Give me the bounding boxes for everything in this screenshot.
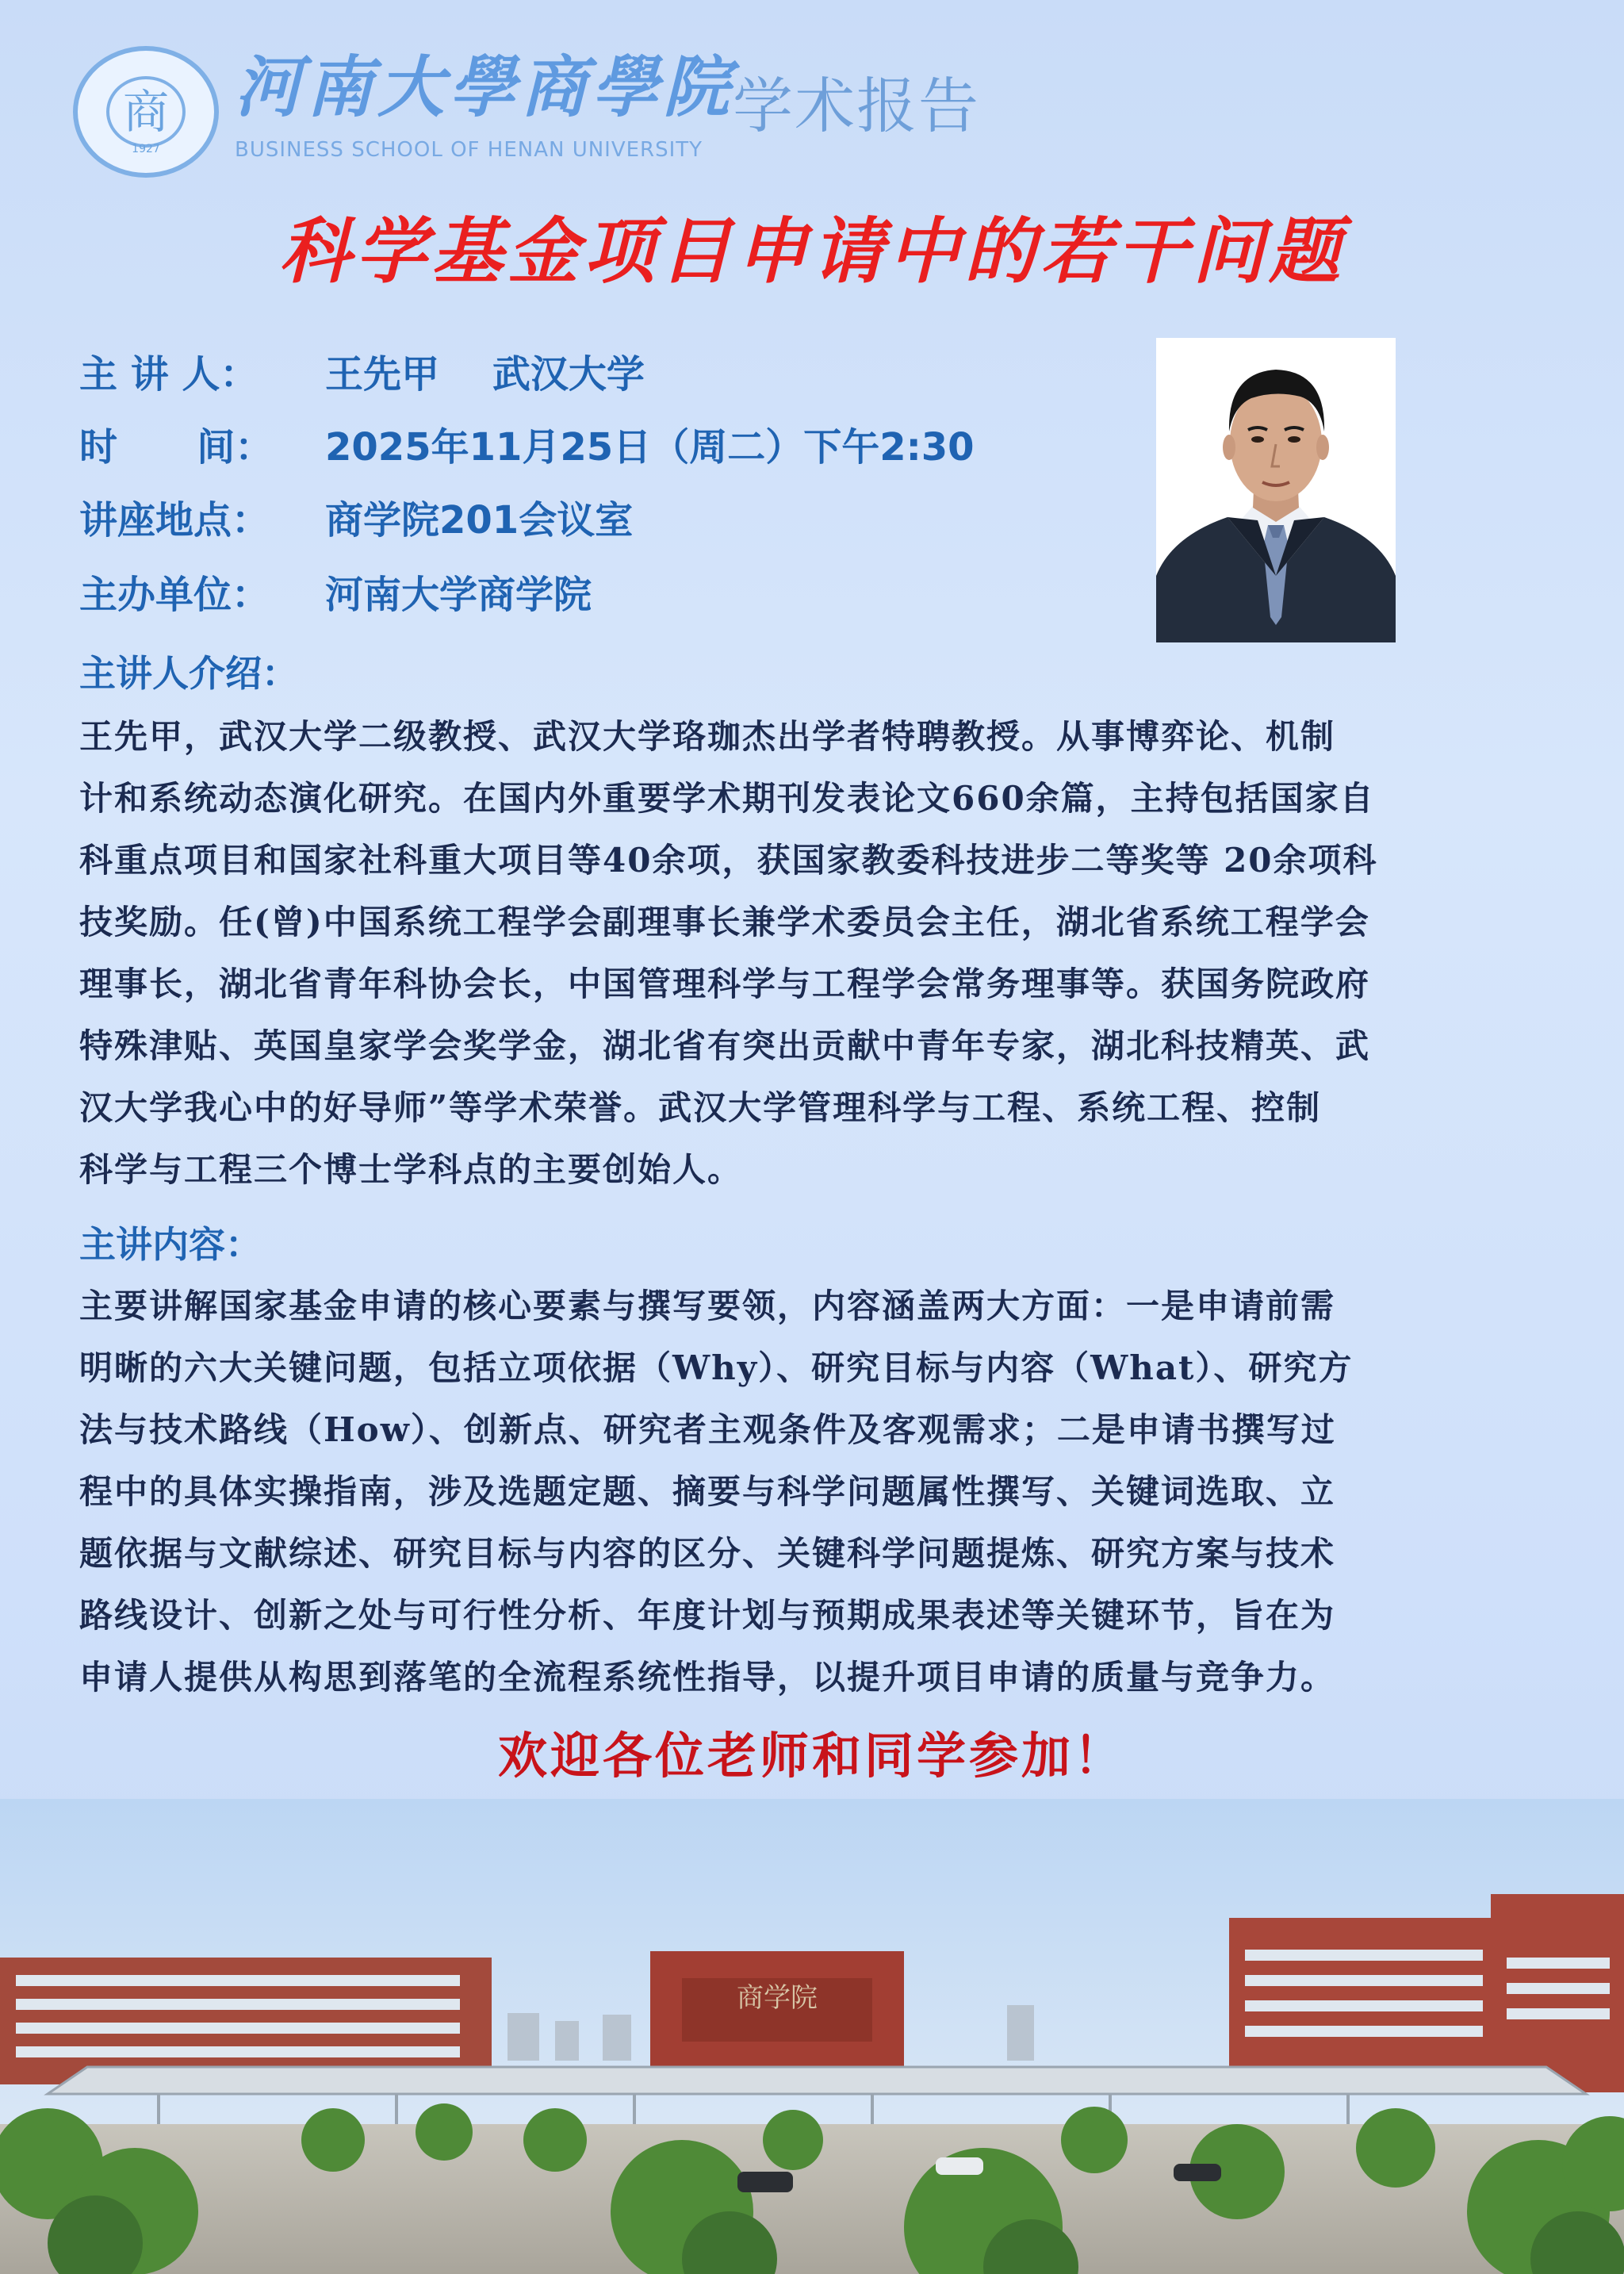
seal-inner-ring — [106, 76, 186, 148]
host-label: 主办单位： — [79, 573, 270, 617]
lecture-title: 科学基金项目申请中的若干问题 — [279, 210, 1345, 293]
bio-heading: 主讲人介绍： — [79, 652, 298, 695]
bio-line: 计和系统动态演化研究。在国内外重要学术期刊发表论文660余篇，主持包括国家自 — [79, 779, 1375, 818]
content-line: 程中的具体实操指南，涉及选题定题、摘要与科学问题属性撰写、关键词选取、立 — [79, 1472, 1336, 1511]
report-tag: 学术报告 — [733, 71, 980, 141]
speaker-row — [79, 352, 645, 397]
content-line: 明晰的六大关键问题，包括立项依据（Why）、研究目标与内容（What）、研究方 — [79, 1348, 1354, 1387]
seal-year: 1927 — [132, 143, 160, 155]
content-line: 主要讲解国家基金申请的核心要素与撰写要领，内容涵盖两大方面：一是申请前需 — [79, 1287, 1336, 1325]
welcome-message: 欢迎各位老师和同学参加！ — [497, 1727, 1126, 1785]
speaker-portrait-graphic — [1156, 338, 1396, 642]
seal-character: 商 — [122, 85, 169, 139]
content-line: 申请人提供从构思到落笔的全流程系统性指导，以提升项目申请的质量与竞争力。 — [79, 1658, 1336, 1697]
content-line: 法与技术路线（How）、创新点、研究者主观条件及客观需求；二是申请书撰写过 — [79, 1410, 1336, 1449]
campus-photo — [0, 1799, 1624, 2274]
host-row — [79, 573, 592, 617]
venue-value: 商学院201会议室 — [325, 498, 634, 543]
bio-line: 特殊津贴、英国皇家学会奖学金，湖北省有突出贡献中青年专家，湖北科技精英、武 — [79, 1026, 1371, 1065]
venue-row — [79, 498, 634, 543]
speaker-photo — [1156, 338, 1396, 642]
bio-line: 王先甲，武汉大学二级教授、武汉大学珞珈杰出学者特聘教授。从事博弈论、机制 — [79, 717, 1336, 756]
bio-line: 理事长，湖北省青年科协会长，中国管理科学与工程学会常务理事等。获国务院政府 — [79, 964, 1371, 1003]
bio-line: 科重点项目和国家社科重大项目等40余项，获国家教委科技进步二等奖等 20余项科 — [79, 841, 1378, 880]
bio-line: 科学与工程三个博士学科点的主要创始人。 — [79, 1150, 743, 1189]
campus-scene-graphic — [0, 1799, 1624, 2274]
content-heading: 主讲内容： — [79, 1223, 262, 1266]
bio-line: 技奖励。任(曾)中国系统工程学会副理事长兼学术委员会主任，湖北省系统工程学会 — [79, 903, 1370, 941]
venue-label: 讲座地点： — [79, 498, 270, 543]
school-name-en: BUSINESS SCHOOL OF HENAN UNIVERSITY — [235, 138, 703, 162]
bio-paragraph — [79, 706, 1521, 1201]
time-label: 时 间： — [79, 425, 274, 470]
content-paragraph — [79, 1275, 1521, 1708]
speaker-value: 王先甲 武汉大学 — [325, 352, 645, 397]
campus-sign-text: 商学院 — [737, 1982, 818, 2014]
university-seal-logo — [73, 46, 219, 178]
time-value: 2025年11月25日（周二）下午2:30 — [325, 425, 975, 470]
speaker-label: 主 讲 人： — [79, 352, 259, 397]
content-line: 路线设计、创新之处与可行性分析、年度计划与预期成果表述等关键环节，旨在为 — [79, 1596, 1336, 1635]
content-line: 题依据与文献综述、研究目标与内容的区分、关键科学问题提炼、研究方案与技术 — [79, 1534, 1336, 1573]
time-row — [79, 425, 975, 470]
bio-line: 汉大学我心中的好导师”等学术荣誉。武汉大学管理科学与工程、系统工程、控制 — [79, 1088, 1322, 1127]
school-name-cn: 河南大學商學院 — [235, 48, 735, 126]
host-value: 河南大学商学院 — [325, 573, 592, 617]
